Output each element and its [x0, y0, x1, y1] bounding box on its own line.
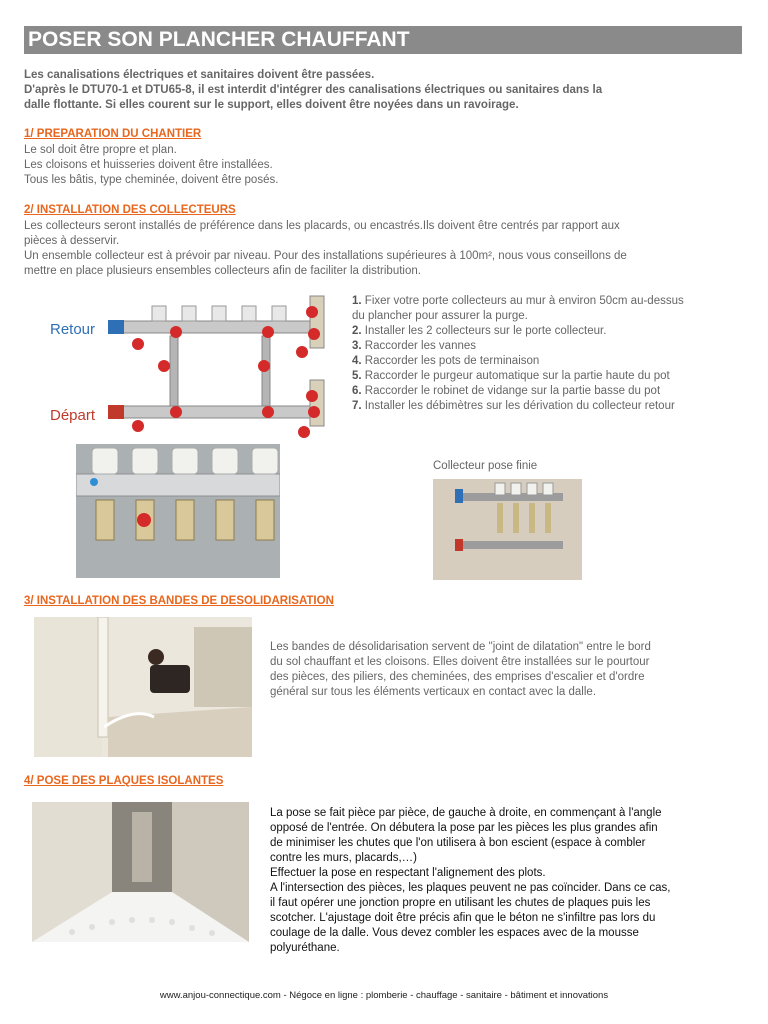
section-title-plaques: 4/ POSE DES PLAQUES ISOLANTES: [24, 775, 224, 787]
step-item: 2. Installer les 2 collecteurs sur le porte collecteur.: [352, 325, 607, 337]
marker-2: [262, 406, 274, 418]
section-body-preparation: [24, 143, 714, 188]
step-item: 3. Raccorder les vannes: [352, 340, 477, 352]
bottom-manifold: [120, 406, 310, 418]
marker-7: [137, 513, 151, 527]
step-item: 4. Raccorder les pots de terminaison: [352, 355, 540, 367]
debimeter-photo: [76, 444, 280, 578]
text-line: contre les murs, placards,…): [270, 852, 417, 864]
section-body-bandes: [270, 640, 730, 700]
plaques-photo: [32, 802, 249, 942]
intro-line: Les canalisations électriques et sanitaires doivent être passées.: [24, 69, 375, 81]
text-line: Un ensemble collecteur est à prévoir par niveau. Pour des installations supérieures à 100m², nous vous conseillons de: [24, 250, 627, 262]
text-line: mettre en place plusieurs ensembles collecteurs afin de faciliter la distribution.: [24, 265, 421, 277]
intro-paragraph: [24, 68, 724, 113]
text-line: général sur tous les éléments verticaux en contact avec la dalle.: [270, 686, 597, 698]
bandes-photo: [34, 617, 252, 757]
text-line: scotcher. L'ajustage doit être précis afin que le béton ne s'infiltre pas lors du: [270, 912, 656, 924]
section-title-collecteurs: 2/ INSTALLATION DES COLLECTEURS: [24, 204, 236, 216]
marker-4: [308, 406, 320, 418]
marker-1: [158, 360, 170, 372]
section-body-collecteurs: [24, 219, 714, 279]
bracket-left: [170, 336, 178, 406]
text-line: il faut opérer une jonction propre en utilisant les chutes de plaques puis les: [270, 897, 651, 909]
valve-top: [108, 320, 124, 334]
section-body-plaques: [270, 806, 740, 956]
text-line: pièces à desservir.: [24, 235, 120, 247]
step-item: 6. Raccorder le robinet de vidange sur la partie basse du pot: [352, 385, 661, 397]
text-line: polyuréthane.: [270, 942, 340, 954]
finished-collector-photo: [433, 479, 582, 580]
marker-2: [170, 326, 182, 338]
depart-label: Départ: [50, 407, 96, 424]
marker-3: [132, 338, 144, 350]
intro-line: D'après le DTU70-1 et DTU65-8, il est interdit d'intégrer des canalisations électriques ou sanitaires dans la: [24, 84, 603, 96]
page-title: POSER SON PLANCHER CHAUFFANT: [28, 28, 410, 51]
text-line: Les collecteurs seront installés de préférence dans les placards, ou encastrés.Ils doivent être centrés par rapport aux: [24, 220, 620, 232]
text-line: Les bandes de désolidarisation servent de "joint de dilatation" entre le bord: [270, 641, 651, 653]
intro-line: dalle flottante. Si elles courent sur le support, elles doivent être noyées dans un ravoirage.: [24, 99, 519, 111]
footer: www.anjou-connectique.com - Négoce en ligne : plomberie - chauffage - sanitaire - bâtiment et innovations: [159, 990, 609, 1001]
section-title-bandes: 3/ INSTALLATION DES BANDES DE DESOLIDARISATION: [24, 595, 334, 607]
valve-bottom: [108, 405, 124, 419]
marker-2: [170, 406, 182, 418]
step-item: du plancher pour assurer la purge.: [352, 310, 528, 322]
text-line: de minimiser les chutes que l'on utilisera à bon escient (espace à combler: [270, 837, 646, 849]
text-line: Le sol doit être propre et plan.: [24, 144, 177, 156]
text-line: du sol chauffant et les cloisons. Elles doivent être installées sur le pourtour: [270, 656, 650, 668]
marker-2: [262, 326, 274, 338]
section-title-preparation: 1/ PREPARATION DU CHANTIER: [24, 128, 202, 140]
retour-label: Retour: [50, 321, 96, 338]
text-line: opposé de l'entrée. On débutera la pose par les pièces les plus grandes afin: [270, 822, 658, 834]
marker-5: [306, 306, 318, 318]
end-pot-top: [310, 296, 324, 348]
marker-5: [306, 390, 318, 402]
collector-diagram: [40, 288, 340, 438]
marker-6: [296, 346, 308, 358]
marker-1: [258, 360, 270, 372]
text-line: A l'intersection des pièces, les plaques peuvent ne pas coïncider. Dans ce cas,: [270, 882, 671, 894]
text-line: Tous les bâtis, type cheminée, doivent être posés.: [24, 174, 279, 186]
steps-list: [352, 294, 732, 414]
title-bar: [24, 26, 742, 54]
photo-caption: Collecteur pose finie: [433, 460, 538, 472]
marker-3: [132, 420, 144, 432]
marker-6: [298, 426, 310, 438]
text-line: des pièces, des piliers, des cheminées, des emprises d'escalier et d'ordre: [270, 671, 645, 683]
text-line: coulage de la dalle. Vous devez combler les espaces avec de la mousse: [270, 927, 639, 939]
end-pot-bottom: [310, 380, 324, 426]
step-item: 1. Fixer votre porte collecteurs au mur à environ 50cm au-dessus: [352, 295, 684, 307]
text-line: Effectuer la pose en respectant l'alignement des plots.: [270, 867, 546, 879]
text-line: La pose se fait pièce par pièce, de gauche à droite, en commençant à l'angle: [270, 807, 662, 819]
text-line: Les cloisons et huisseries doivent être installées.: [24, 159, 273, 171]
step-item: 7. Installer les débimètres sur les dérivation du collecteur retour: [352, 400, 675, 412]
marker-4: [308, 328, 320, 340]
top-manifold: [120, 321, 310, 333]
step-item: 5. Raccorder le purgeur automatique sur la partie haute du pot: [352, 370, 670, 382]
